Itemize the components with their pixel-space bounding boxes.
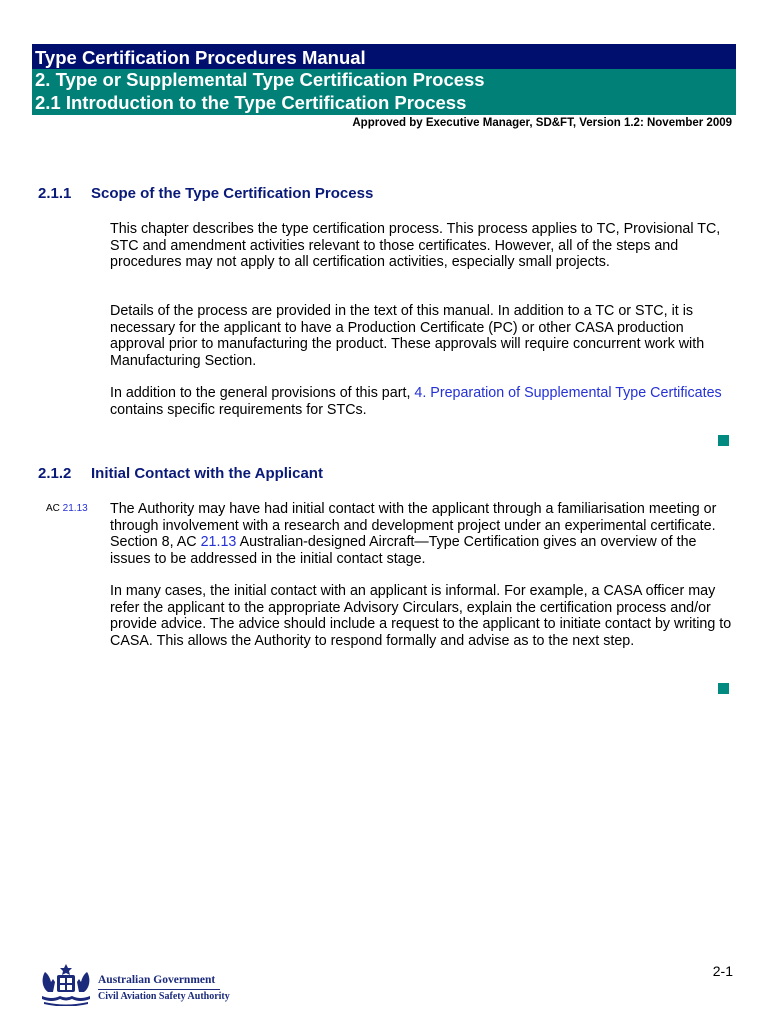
chapter-title: 2. Type or Supplemental Type Certification Process [35, 69, 485, 90]
text-run: The Authority may have had initial contact with the applicant through a familiarisation meeting or through involvement with a research and development project under an experimental certificate. Section 8, AC [110, 501, 717, 550]
section-heading-scope [38, 185, 373, 202]
manual-title: Type Certification Procedures Manual [32, 44, 736, 69]
section-number: 2.1.1 [38, 185, 72, 202]
paragraph-with-link [110, 501, 738, 567]
logo-divider [98, 989, 220, 990]
page-number: 2-1 [712, 963, 733, 979]
paragraph: This chapter describes the type certification process. This process applies to TC, Provisional TC, STC and amendment activities relevant to those certificates. However, all of the steps and procedures may not apply to all certification activities, especially small projects. [110, 221, 721, 270]
approval-line: Approved by Executive Manager, SD&FT, Version 1.2: November 2009 [352, 117, 732, 129]
casa-logo [38, 962, 238, 1008]
coat-of-arms-icon [38, 962, 94, 1006]
margin-reference [46, 503, 88, 514]
section-title-text: Scope of the Type Certification Process [91, 185, 374, 202]
chapter-header [32, 69, 736, 115]
section-number: 2.1.2 [38, 465, 72, 482]
section-heading-initial-contact [38, 465, 323, 482]
section-title: 2.1 Introduction to the Type Certification Process [35, 92, 467, 113]
text-run: Australian-designed Aircraft—Type Certification gives an overview of the issues to be addressed in the initial contact stage. [110, 534, 697, 567]
section-title-text: Initial Contact with the Applicant [91, 465, 323, 482]
stc-chapter-link[interactable]: 4. Preparation of Supplemental Type Certificates [414, 385, 722, 401]
paragraph: Details of the process are provided in the text of this manual. In addition to a TC or STC, it is necessary for the applicant to have a Production Certificate (PC) or other CASA production approval prior to manufacturing the product. These approvals will require concurrent work with Manufacturing Section. [110, 303, 705, 369]
text-run: In addition to the general provisions of this part, [110, 385, 415, 401]
ac-21-13-margin-link[interactable]: 21.13 [62, 503, 88, 514]
logo-line-government: Australian Government [98, 974, 216, 986]
paragraph-with-link [110, 385, 738, 418]
text-run: contains specific requirements for STCs. [110, 401, 367, 418]
end-of-section-marker-icon [718, 683, 729, 694]
logo-line-casa: Civil Aviation Safety Authority [98, 991, 230, 1002]
paragraph: In many cases, the initial contact with an applicant is informal. For example, a CASA officer may refer the applicant to the appropriate Advisory Circulars, explain the certification process and/or provide advice. The advice should include a request to the applicant to initiate contact by writing to CASA. This allows the Authority to respond formally and advise as to the next step. [110, 583, 732, 649]
margin-prefix: AC [46, 503, 63, 514]
end-of-section-marker-icon [718, 435, 729, 446]
ac-21-13-link[interactable]: 21.13 [200, 534, 237, 550]
